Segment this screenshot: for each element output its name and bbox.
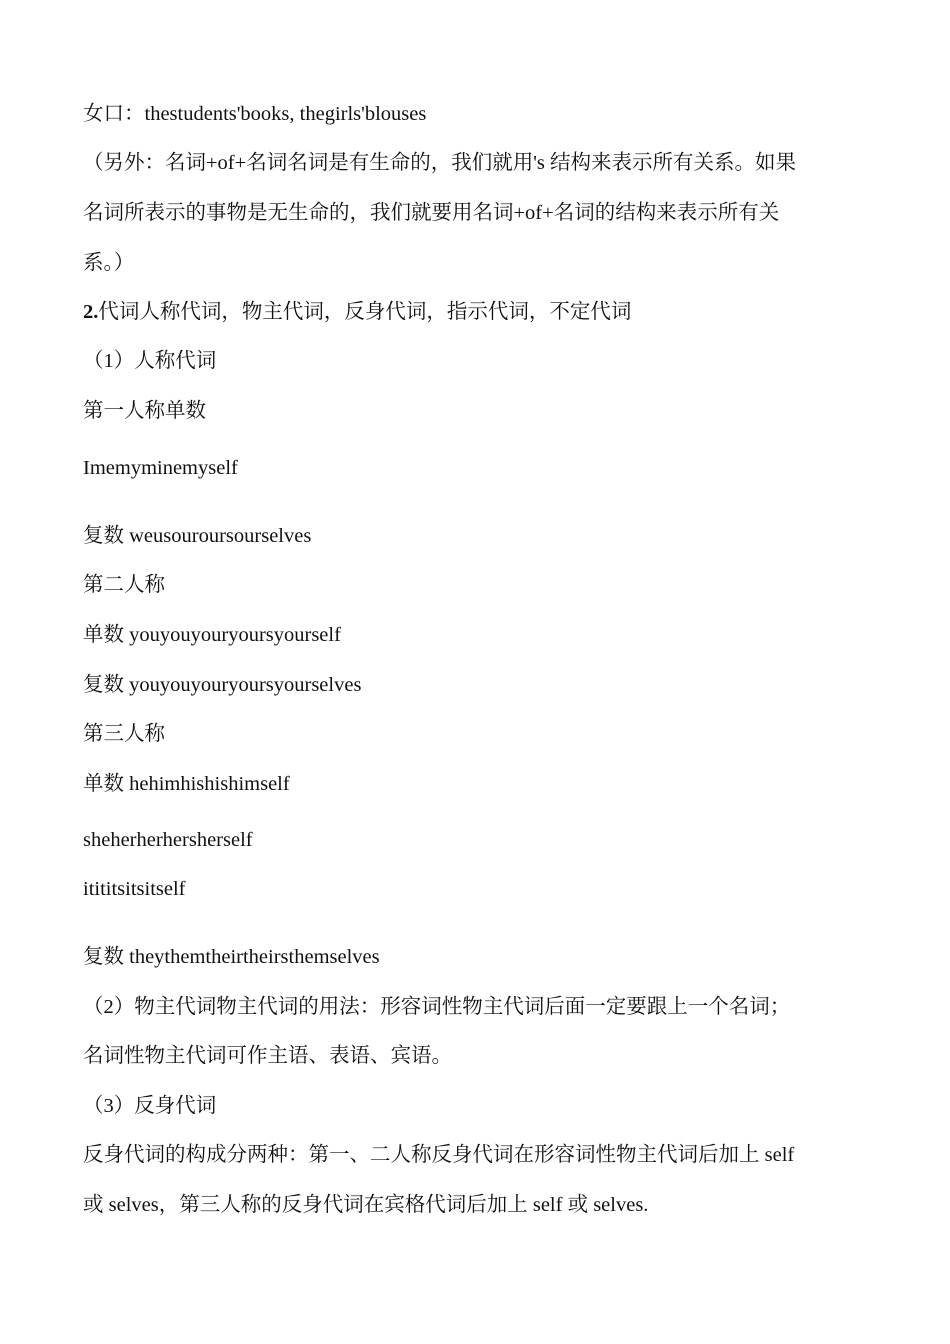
text-line: （3）反身代词 (83, 1095, 217, 1117)
section-heading (83, 299, 631, 325)
text-line: 单数 hehimhishishimself (83, 773, 290, 795)
text-line: itititsitsitself (83, 878, 186, 900)
text-line: 女口：thestudents'books, thegirls'blouses (83, 103, 427, 125)
text-line: 反身代词的构成分两种：第一、二人称反身代词在形容词性物主代词后加上 self (83, 1144, 795, 1166)
text-line: 第二人称 (83, 574, 165, 596)
text-line: 单数 youyouyouryoursyourself (83, 624, 341, 646)
text-line: 第一人称单数 (83, 400, 206, 422)
text-line: （另外：名词+of+名词名词是有生命的，我们就用's 结构来表示所有关系。如果 (83, 152, 796, 174)
text-line: 复数 weusouroursourselves (83, 525, 312, 547)
text-line: 名词性物主代词可作主语、表语、宾语。 (83, 1045, 452, 1067)
text-line: 复数 theythemtheirtheirsthemselves (83, 946, 380, 968)
section-title: 代词人称代词，物主代词，反身代词，指示代词，不定代词 (98, 301, 632, 323)
text-line: 或 selves，第三人称的反身代词在宾格代词后加上 self 或 selves. (83, 1194, 649, 1216)
text-line: 系。） (83, 252, 135, 274)
text-line: 复数 youyouyouryoursyourselves (83, 674, 362, 696)
section-number: 2. (83, 301, 99, 323)
text-line: 名词所表示的事物是无生命的，我们就要用名词+of+名词的结构来表示所有关 (83, 202, 780, 224)
text-line: Imemyminemyself (83, 457, 238, 479)
text-line: 第三人称 (83, 723, 165, 745)
text-line: （1）人称代词 (83, 350, 217, 372)
text-line: （2）物主代词物主代词的用法：形容词性物主代词后面一定要跟上一个名词； (83, 996, 791, 1018)
text-line: sheherherhersherself (83, 829, 253, 851)
